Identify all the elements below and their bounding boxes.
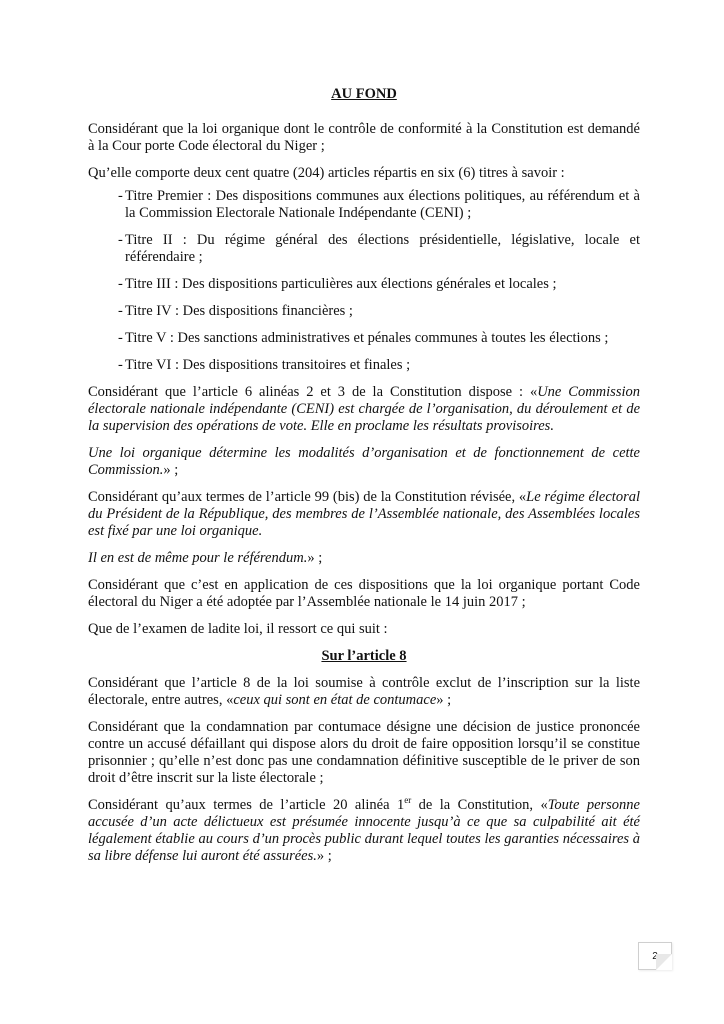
list-item: - Titre Premier : Des dispositions communes aux élections politiques, au référendum et à la Commission Electorale Nationale Indépendante (CENI) ; (118, 188, 640, 221)
paragraph-5: Considérant qu’aux termes de l’article 99 (bis) de la Constitution révisée, «Le régime électoral du Président de la République, des membres de l’Assemblée nationale, des Assemblées locales est fixé par une loi organique. (88, 489, 640, 539)
quotation: Une loi organique détermine les modalités d’organisation et de fonctionnement de cette Commission. (88, 445, 640, 478)
paragraph-1: Considérant que la loi organique dont le contrôle de conformité à la Constitution est demandé à la Cour porte Code électoral du Niger ; (88, 121, 640, 154)
document-body (88, 86, 640, 875)
list-item: - Titre IV : Des dispositions financières ; (118, 303, 353, 319)
paragraph-3: Considérant que l’article 6 alinéas 2 et 3 de la Constitution dispose : «Une Commission électorale nationale indépendante (CENI) est chargée de l’organisation, du déroulement et de la supervision des opérations de vote. Elle en proclame les résultats provisoires. (88, 384, 640, 434)
quotation: Toute personne accusée d’un acte délictueux est présumée innocente jusqu’à ce que sa culpabilité ait été légalement établie au cours d’un procès public durant lequel toutes les garanties nécessaires à sa libre défense lui auront été assurées. (88, 797, 640, 864)
paragraph-6: Il en est de même pour le référendum.» ; (88, 550, 323, 566)
quotation: Le régime électoral du Président de la République, des membres de l’Assemblée nationale, des Assemblées locales est fixé par une loi organique. (88, 489, 640, 539)
quotation: Il en est de même pour le référendum. (88, 550, 308, 566)
list-item: - Titre V : Des sanctions administratives et pénales communes à toutes les élections ; (118, 330, 609, 346)
paragraph-2: Qu’elle comporte deux cent quatre (204) articles répartis en six (6) titres à savoir : (88, 165, 565, 181)
quotation: ceux qui sont en état de contumace (233, 692, 437, 708)
paragraph-9: Considérant que l’article 8 de la loi soumise à contrôle exclut de l’inscription sur la liste électorale, entre autres, «ceux qui sont en état de contumace» ; (88, 675, 640, 708)
list-item: - Titre VI : Des dispositions transitoires et finales ; (118, 357, 411, 373)
paragraph-11: Considérant qu’aux termes de l’article 20 alinéa 1er de la Constitution, «Toute personne accusée d’un acte délictueux est présumée innocente jusqu’à ce que sa culpabilité ait été légalement établie au cours d’un procès public durant lequel toutes les garanties nécessaires à sa libre défense lui auront été assurées.» ; (88, 795, 640, 864)
titles-list (118, 188, 640, 374)
paragraph-4: Une loi organique détermine les modalités d’organisation et de fonctionnement de cette Commission.» ; (88, 445, 640, 478)
subheading: Sur l’article 8 (321, 648, 407, 664)
quotation: Une Commission électorale nationale indépendante (CENI) est chargée de l’organisation, du déroulement et de la supervision des opérations de vote. Elle en proclame les résultats provisoires. (88, 384, 640, 434)
list-item: - Titre II : Du régime général des élections présidentielle, législative, locale et référendaire ; (118, 232, 640, 265)
section-heading: AU FOND (331, 86, 397, 102)
page-number: 2 (638, 942, 672, 970)
paragraph-8: Que de l’examen de ladite loi, il ressort ce qui suit : (88, 621, 388, 637)
paragraph-10: Considérant que la condamnation par contumace désigne une décision de justice prononcée contre un accusé défaillant qui dispose alors du droit de faire opposition lorsqu’il se constitue prisonnier ; qu’elle n’est donc pas une condamnation définitive susceptible de le priver de son droit d’être inscrit sur la liste électorale ; (88, 719, 640, 786)
list-item: - Titre III : Des dispositions particulières aux élections générales et locales ; (118, 276, 557, 292)
paragraph-7: Considérant que c’est en application de ces dispositions que la loi organique portant Code électoral du Niger a été adoptée par l’Assemblée nationale le 14 juin 2017 ; (88, 577, 640, 610)
